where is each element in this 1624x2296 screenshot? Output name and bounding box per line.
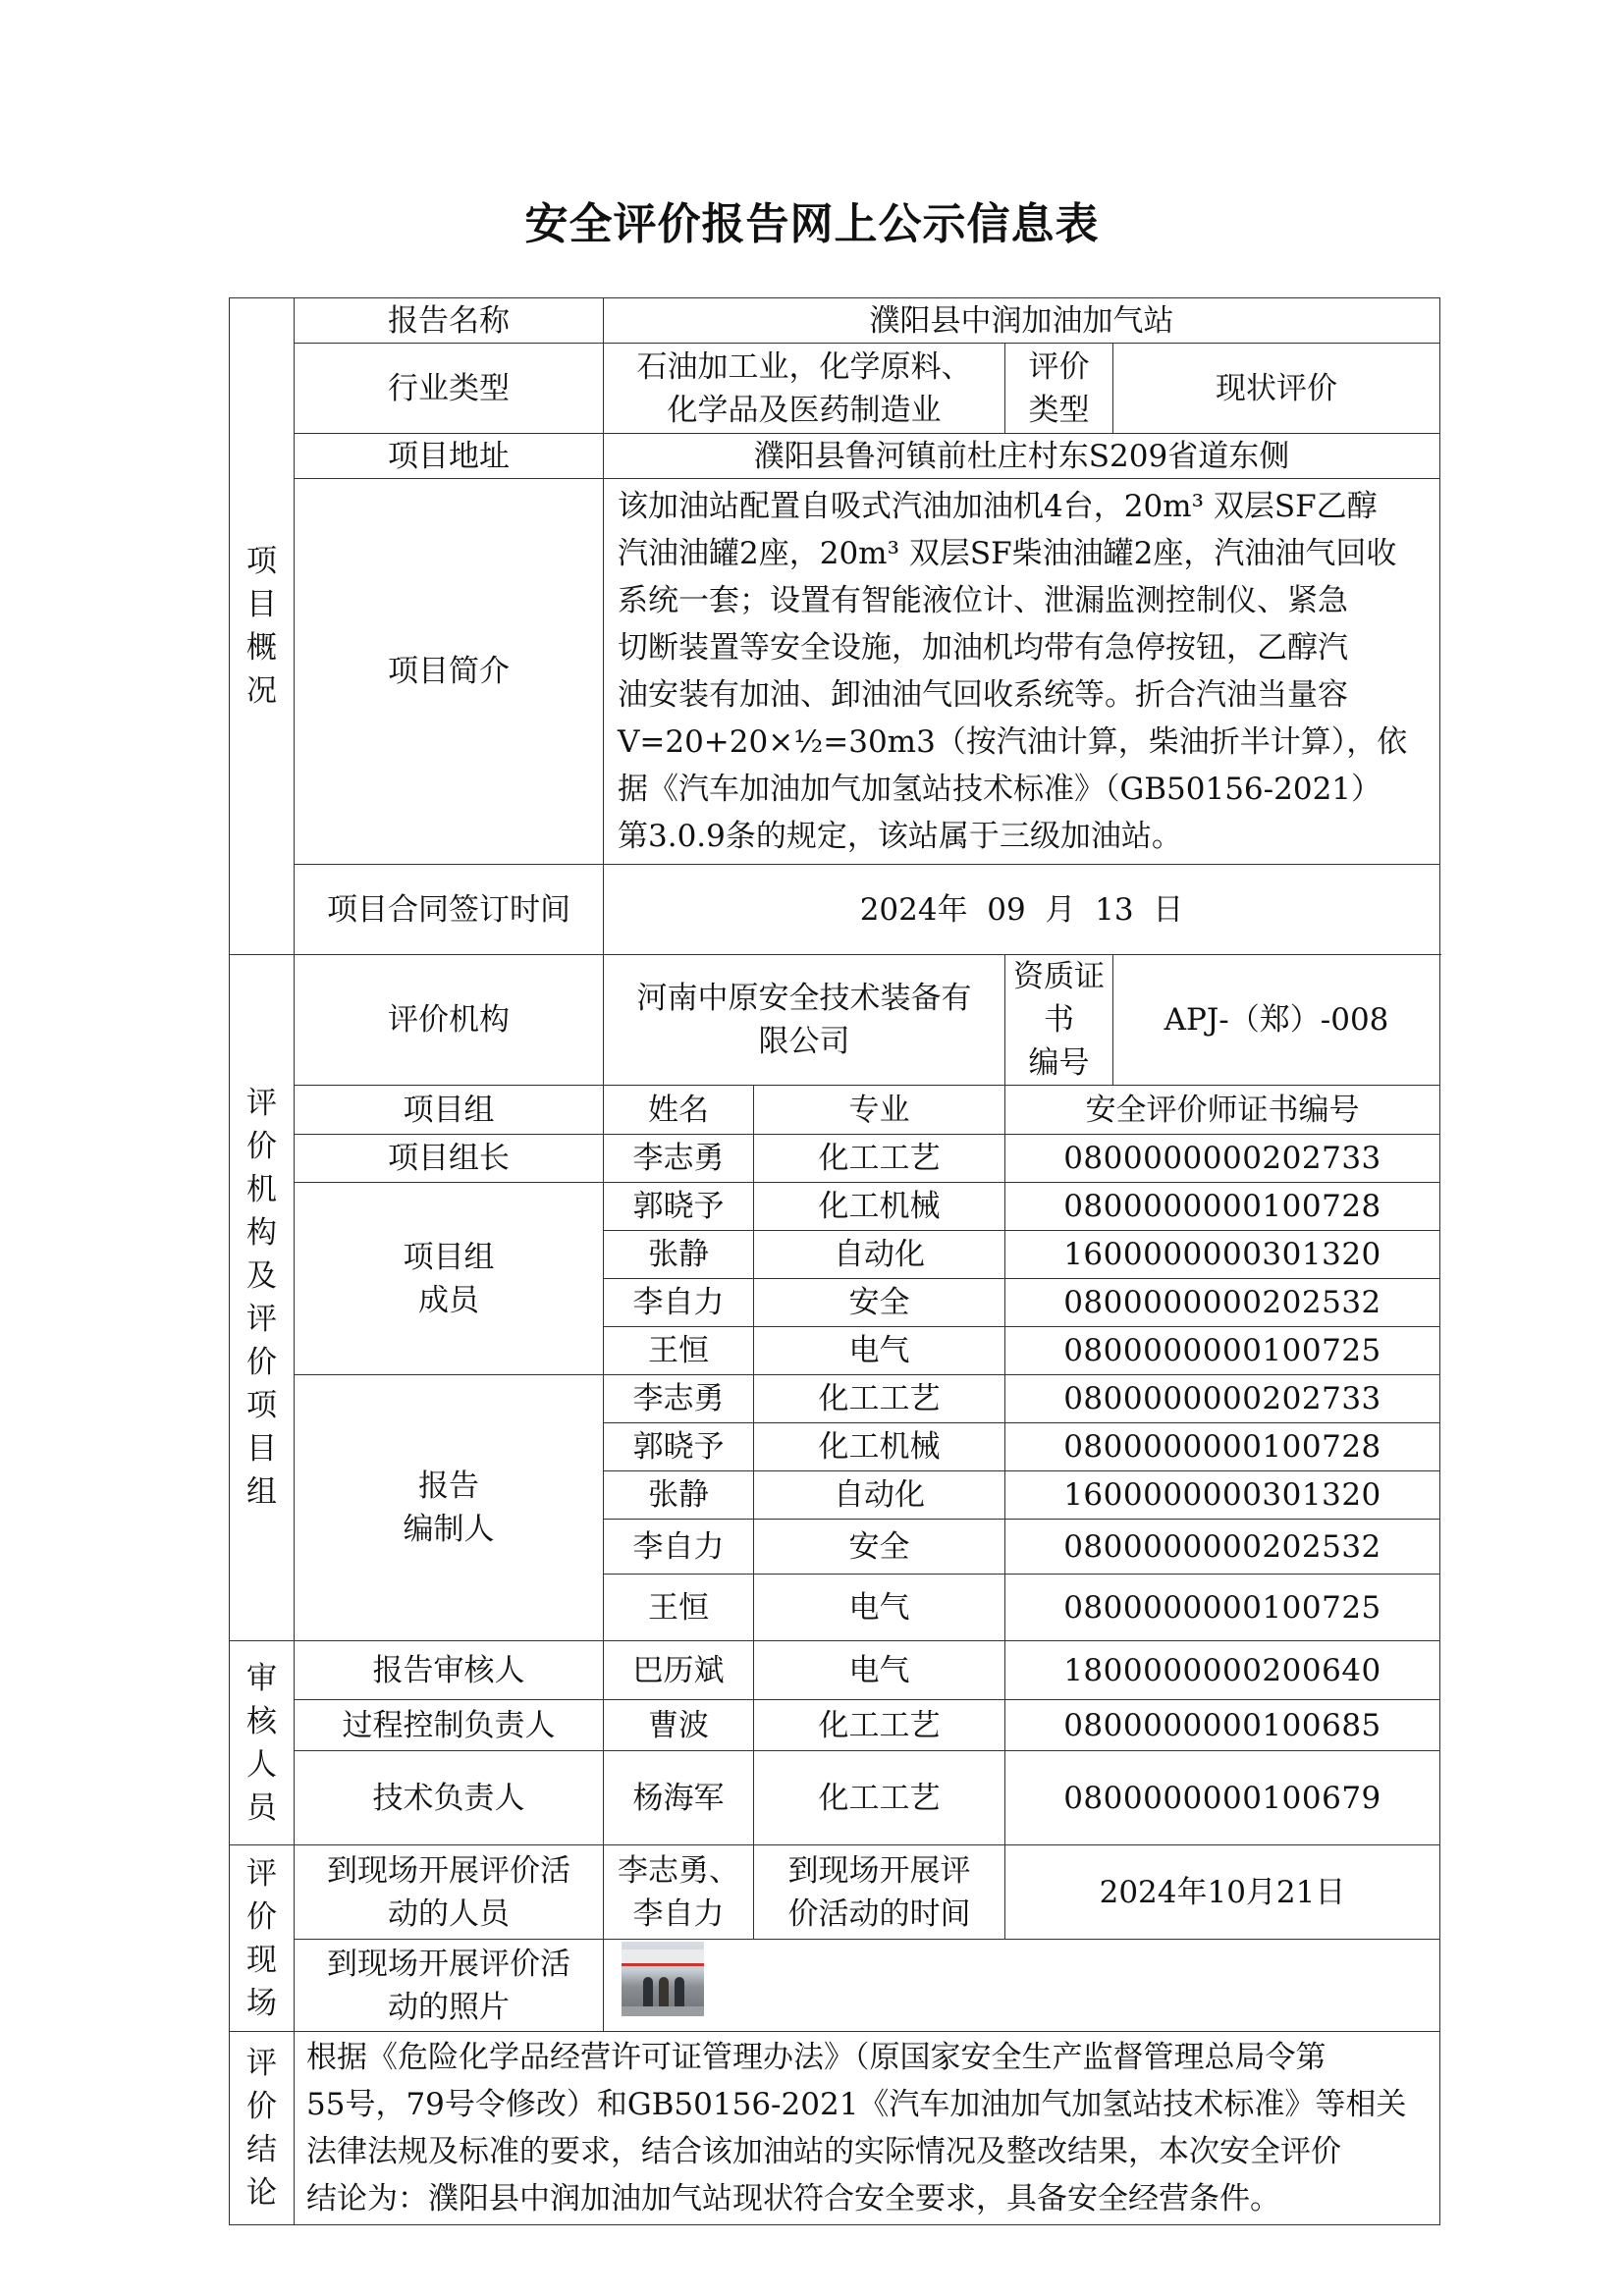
intro-label: 项目简介 <box>295 479 604 865</box>
member-cert: 0800000000100725 <box>1005 1327 1440 1375</box>
intro-text: 该加油站配置自吸式汽油加油机4台，20m³ 双层SF乙醇 汽油油罐2座，20m³ 双层SF柴油油罐2座，汽油油气回收 系统一套；设置有智能液位计、泄漏监测控制仪、紧急 切断装置等安全设施，加油机均带有急停按钮，乙醇汽 油安装有加油、卸油油气回收系统等。折合汽油当量容 V=20+20×½=30m3（按汽油计算，柴油折半计算），依 据《汽车加油加气加氢站技术标准》（GB50156-2021） 第3.0.9条的规定，该站属于三级加油站。 <box>604 479 1440 865</box>
compiler-cert: 0800000000202532 <box>1005 1520 1440 1575</box>
member-name: 张静 <box>604 1231 754 1279</box>
site-photo-cell <box>604 1940 1440 2032</box>
leader-label: 项目组长 <box>295 1135 604 1183</box>
compiler-major: 化工机械 <box>754 1423 1005 1471</box>
reviewer-cert: 1800000000200640 <box>1005 1641 1440 1700</box>
reviewer-role: 过程控制负责人 <box>295 1700 604 1751</box>
compiler-cert: 0800000000202733 <box>1005 1375 1440 1423</box>
member-name: 郭晓予 <box>604 1183 754 1231</box>
org-name: 河南中原安全技术装备有 限公司 <box>604 955 1005 1086</box>
site-photo <box>622 1942 704 2016</box>
compiler-major: 安全 <box>754 1520 1005 1575</box>
eval-type-label: 评价 类型 <box>1005 344 1113 434</box>
member-major: 自动化 <box>754 1231 1005 1279</box>
cert-no: APJ-（郑）-008 <box>1113 955 1440 1086</box>
compiler-cert: 0800000000100725 <box>1005 1575 1440 1641</box>
section-overview: 项目概况 <box>230 298 295 955</box>
compiler-major: 化工工艺 <box>754 1375 1005 1423</box>
compiler-name: 李志勇 <box>604 1375 754 1423</box>
member-name: 李自力 <box>604 1279 754 1327</box>
eval-type: 现状评价 <box>1113 344 1440 434</box>
hdr-cert: 安全评价师证书编号 <box>1005 1086 1440 1135</box>
reviewer-name: 巴历斌 <box>604 1641 754 1700</box>
cert-label: 资质证书 编号 <box>1005 955 1113 1086</box>
report-name-label: 报告名称 <box>295 298 604 344</box>
members-label: 项目组 成员 <box>295 1183 604 1375</box>
compiler-cert: 0800000000100728 <box>1005 1423 1440 1471</box>
member-major: 电气 <box>754 1327 1005 1375</box>
section-conclusion: 评价结论 <box>230 2032 295 2225</box>
contract-date: 2024年 09 月 13 日 <box>604 865 1440 955</box>
site-photo-label: 到现场开展评价活 动的照片 <box>295 1940 604 2032</box>
reviewer-cert: 0800000000100679 <box>1005 1751 1440 1845</box>
reviewer-cert: 0800000000100685 <box>1005 1700 1440 1751</box>
reviewer-role: 报告审核人 <box>295 1641 604 1700</box>
report-name: 濮阳县中润加油加气站 <box>604 298 1440 344</box>
compiler-major: 自动化 <box>754 1471 1005 1520</box>
member-cert: 0800000000100728 <box>1005 1183 1440 1231</box>
site-people: 李志勇、 李自力 <box>604 1845 754 1940</box>
member-major: 化工机械 <box>754 1183 1005 1231</box>
leader-major: 化工工艺 <box>754 1135 1005 1183</box>
member-cert: 0800000000202532 <box>1005 1279 1440 1327</box>
compilers-label: 报告 编制人 <box>295 1375 604 1641</box>
compiler-major: 电气 <box>754 1575 1005 1641</box>
reviewer-major: 化工工艺 <box>754 1700 1005 1751</box>
section-site: 评价现场 <box>230 1845 295 2032</box>
compiler-cert: 1600000000301320 <box>1005 1471 1440 1520</box>
contract-label: 项目合同签订时间 <box>295 865 604 955</box>
reviewer-name: 曹波 <box>604 1700 754 1751</box>
hdr-group: 项目组 <box>295 1086 604 1135</box>
compiler-name: 郭晓予 <box>604 1423 754 1471</box>
address: 濮阳县鲁河镇前杜庄村东S209省道东侧 <box>604 434 1440 479</box>
section-agency: 评价机构及评价项目组 <box>230 955 295 1641</box>
member-cert: 1600000000301320 <box>1005 1231 1440 1279</box>
leader-cert: 0800000000202733 <box>1005 1135 1440 1183</box>
section-reviewers: 审核人员 <box>230 1641 295 1845</box>
site-people-label: 到现场开展评价活 动的人员 <box>295 1845 604 1940</box>
compiler-name: 李自力 <box>604 1520 754 1575</box>
industry-value: 石油加工业，化学原料、 化学品及医药制造业 <box>604 344 1005 434</box>
compiler-name: 张静 <box>604 1471 754 1520</box>
compiler-name: 王恒 <box>604 1575 754 1641</box>
reviewer-major: 电气 <box>754 1641 1005 1700</box>
reviewer-name: 杨海军 <box>604 1751 754 1845</box>
member-name: 王恒 <box>604 1327 754 1375</box>
site-time: 2024年10月21日 <box>1005 1845 1440 1940</box>
page-title: 安全评价报告网上公示信息表 <box>524 199 1100 249</box>
info-table <box>229 297 1440 2225</box>
industry-label: 行业类型 <box>295 344 604 434</box>
reviewer-major: 化工工艺 <box>754 1751 1005 1845</box>
conclusion-text: 根据《危险化学品经营许可证管理办法》（原国家安全生产监督管理总局令第 55号，79号令修改）和GB50156-2021《汽车加油加气加氢站技术标准》等相关 法律法规及标准的要求，结合该加油站的实际情况及整改结果，本次安全评价 结论为：濮阳县中润加油加气站现状符合安全要求，具备安全经营条件。 <box>295 2032 1440 2225</box>
hdr-major: 专业 <box>754 1086 1005 1135</box>
leader-name: 李志勇 <box>604 1135 754 1183</box>
member-major: 安全 <box>754 1279 1005 1327</box>
site-time-label: 到现场开展评 价活动的时间 <box>754 1845 1005 1940</box>
org-label: 评价机构 <box>295 955 604 1086</box>
reviewer-role: 技术负责人 <box>295 1751 604 1845</box>
address-label: 项目地址 <box>295 434 604 479</box>
hdr-name: 姓名 <box>604 1086 754 1135</box>
